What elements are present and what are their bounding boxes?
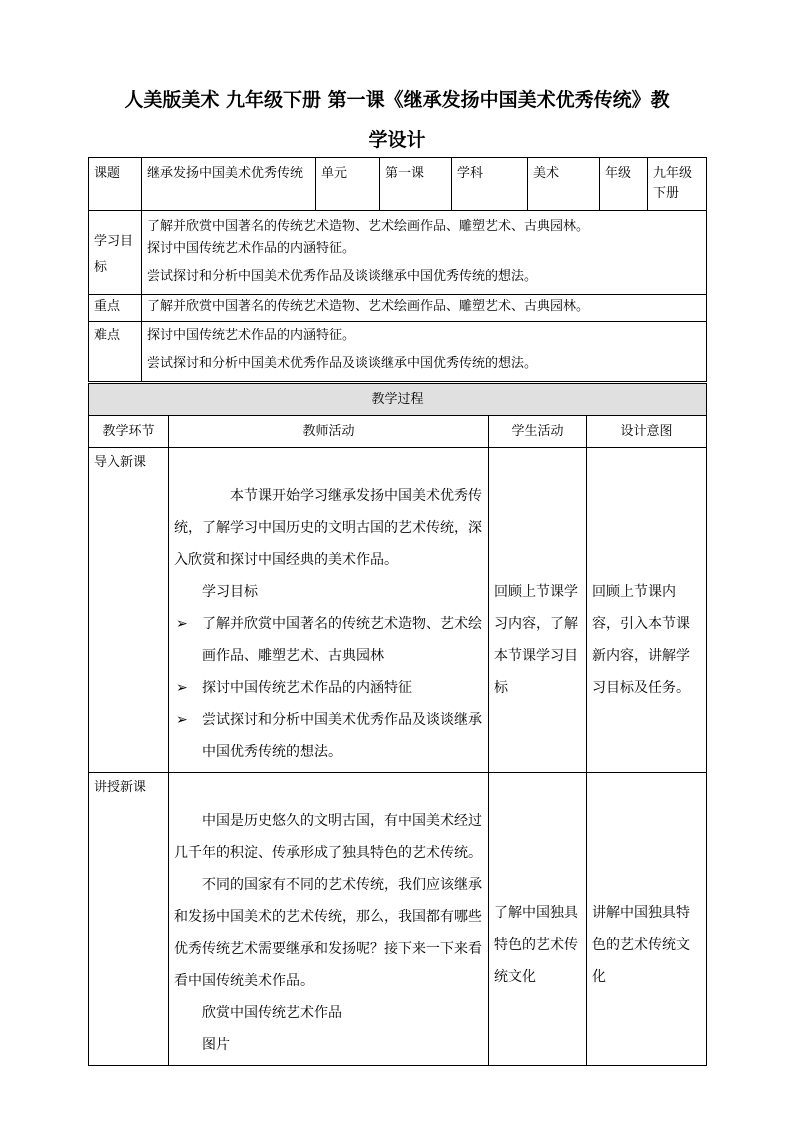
goal-item: 尝试探讨和分析中国美术优秀作品及谈谈继承中国优秀传统的想法。	[147, 269, 538, 284]
lecture-paragraph: 中国是历史悠久的文明古国，有中国美术经过几千年的积淀、传承形成了独具特色的艺术传统。	[174, 813, 482, 861]
goals-cell	[142, 211, 707, 295]
lecture-intent: 讲解中国独具特色的艺术传统文化	[587, 773, 707, 1066]
document-title	[88, 80, 706, 160]
unit-value: 第一课	[380, 158, 452, 211]
intro-paragraph: 本节课开始学习继承发扬中国美术优秀传统，了解学习中国历史的文明古国的艺术传统，深入欣赏和探讨中国经典的美术作品。	[174, 488, 482, 568]
info-row-difficulty	[89, 322, 707, 382]
info-row-key	[89, 295, 707, 322]
col-student: 学生活动	[489, 416, 587, 448]
process-row-intro	[89, 448, 707, 773]
process-columns-row	[89, 416, 707, 448]
difficulty-item: 尝试探讨和分析中国美术优秀作品及谈谈继承中国优秀传统的想法。	[147, 356, 538, 371]
title-line-1: 人美版美术 九年级下册 第一课《继承发扬中国美术优秀传统》教	[124, 89, 670, 111]
intro-bullet: ➢ 了解并欣赏中国著名的传统艺术造物、艺术绘画作品、雕塑艺术、古典园林	[174, 608, 483, 672]
lecture-student: 了解中国独具特色的艺术传统文化	[489, 773, 587, 1066]
arrow-bullet-icon: ➢	[176, 712, 188, 728]
process-header: 教学过程	[89, 384, 707, 416]
key-label: 重点	[89, 295, 142, 322]
key-value: 了解并欣赏中国著名的传统艺术造物、艺术绘画作品、雕塑艺术、古典园林。	[142, 295, 707, 322]
lecture-teacher	[169, 773, 489, 1066]
intro-student: 回顾上节课学习内容，了解本节课学习目标	[489, 448, 587, 773]
grade-label: 年级	[600, 158, 648, 211]
info-row-goals	[89, 211, 707, 295]
difficulty-label: 难点	[89, 322, 142, 382]
topic-value: 继承发扬中国美术优秀传统	[142, 158, 316, 211]
subject-value: 美术	[528, 158, 600, 211]
topic-label: 课题	[89, 158, 142, 211]
col-stage: 教学环节	[89, 416, 169, 448]
arrow-bullet-icon: ➢	[176, 616, 188, 632]
process-row-lecture	[89, 773, 707, 1066]
goal-item: 探讨中国传统艺术作品的内涵特征。	[147, 241, 356, 256]
lecture-stage: 讲授新课	[89, 773, 169, 1066]
intro-teacher	[169, 448, 489, 773]
lecture-paragraph: 欣赏中国传统艺术作品	[202, 1005, 342, 1021]
grade-value: 九年级下册	[648, 158, 707, 211]
intro-stage: 导入新课	[89, 448, 169, 773]
subject-label: 学科	[452, 158, 528, 211]
lecture-paragraph: 图片	[202, 1037, 230, 1053]
col-intent: 设计意图	[587, 416, 707, 448]
intro-bullet: ➢ 探讨中国传统艺术作品的内涵特征	[174, 672, 483, 704]
goals-label: 学习目标	[89, 211, 142, 295]
intro-goals-title: 学习目标	[202, 584, 258, 600]
title-line-2: 学设计	[368, 129, 426, 151]
col-teacher: 教师活动	[169, 416, 489, 448]
goal-item: 了解并欣赏中国著名的传统艺术造物、艺术绘画作品、雕塑艺术、古典园林。	[147, 219, 590, 234]
teaching-process-table	[88, 383, 707, 1066]
info-row-topic	[89, 158, 707, 211]
lesson-info-table	[88, 157, 707, 382]
process-header-row	[89, 384, 707, 416]
lecture-paragraph: 不同的国家有不同的艺术传统，我们应该继承和发扬中国美术的艺术传统，那么，我国都有哪些优秀传统艺术需要继承和发扬呢？接下来一下来看看中国传统美术作品。	[174, 877, 482, 989]
arrow-bullet-icon: ➢	[176, 680, 188, 696]
intro-bullet: ➢ 尝试探讨和分析中国美术优秀作品及谈谈继承中国优秀传统的想法。	[174, 704, 483, 768]
difficulty-cell	[142, 322, 707, 382]
difficulty-item: 探讨中国传统艺术作品的内涵特征。	[147, 328, 356, 343]
intro-intent: 回顾上节课内容，引入本节课新内容，讲解学习目标及任务。	[587, 448, 707, 773]
unit-label: 单元	[316, 158, 380, 211]
